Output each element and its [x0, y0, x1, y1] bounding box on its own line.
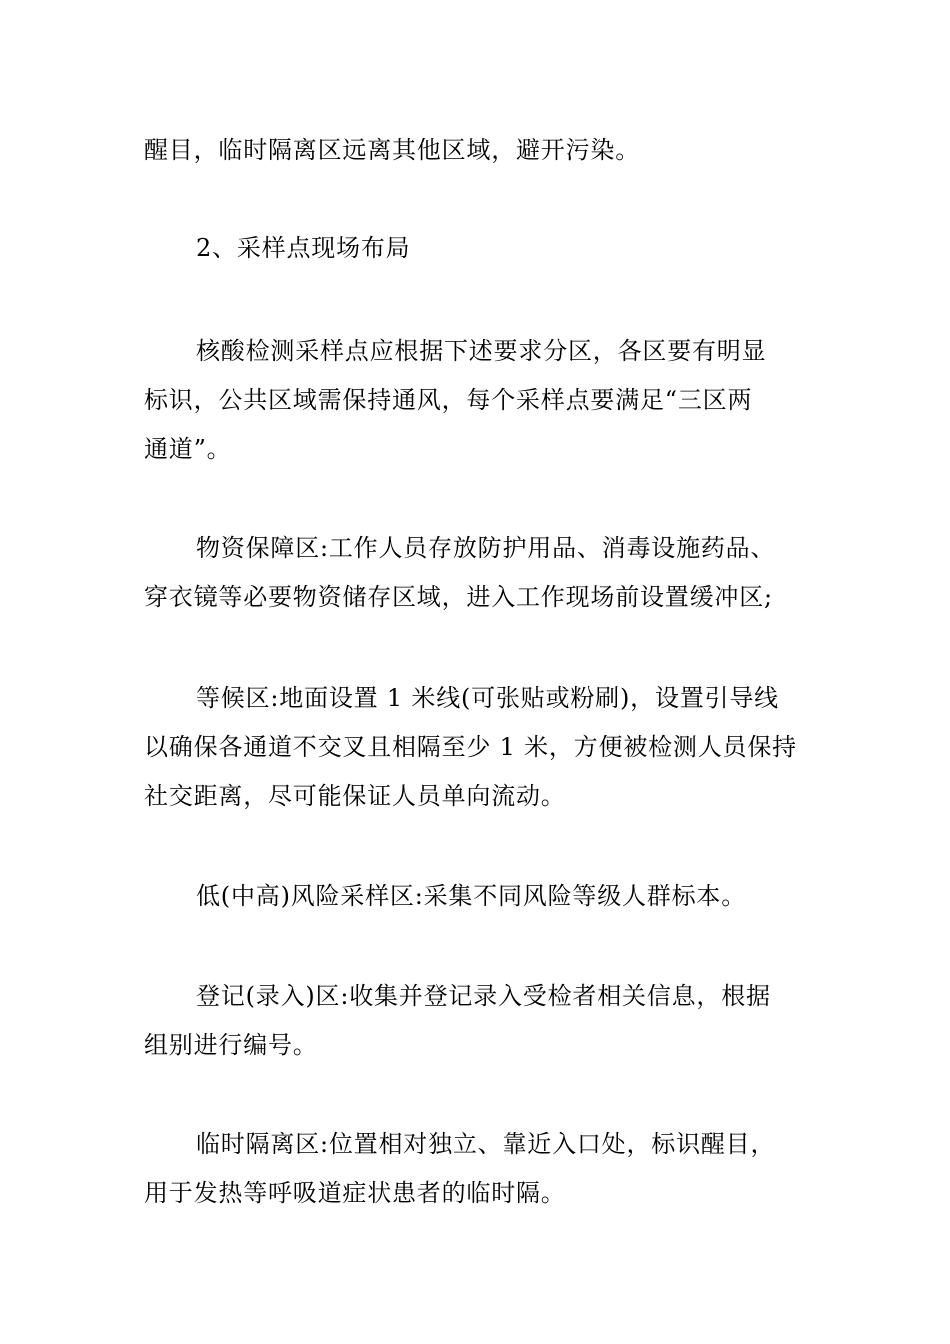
paragraph-3-line-2: 标识，公共区域需保持通风，每个采样点要满足“三区两 — [144, 386, 753, 414]
paragraph-1-line-1: 醒目，临时隔离区远离其他区域，避开污染。 — [144, 136, 640, 164]
paragraph-5-line-3: 社交距离，尽可能保证人员单向流动。 — [144, 782, 566, 810]
paragraph-8-line-1: 临时隔离区:位置相对独立、靠近入口处，标识醒目， — [196, 1130, 776, 1158]
paragraph-5-line-2: 以确保各通道不交叉且相隔至少 1 米，方便被检测人员保持 — [144, 733, 797, 761]
paragraph-3-line-1: 核酸检测采样点应根据下述要求分区，各区要有明显 — [196, 337, 767, 365]
paragraph-7-line-1: 登记(录入)区:收集并登记录入受检者相关信息，根据 — [196, 982, 771, 1010]
paragraph-6-line-1: 低(中高)风险采样区:采集不同风险等级人群标本。 — [196, 882, 747, 910]
section-heading: 2、采样点现场布局 — [196, 234, 411, 262]
paragraph-3-line-3: 通道”。 — [144, 435, 232, 463]
paragraph-4-line-1: 物资保障区:工作人员存放防护用品、消毒设施药品、 — [196, 534, 776, 562]
paragraph-8-line-2: 用于发热等呼吸道症状患者的临时隔。 — [144, 1179, 566, 1207]
paragraph-7-line-2: 组别进行编号。 — [144, 1031, 318, 1059]
paragraph-5-line-1: 等候区:地面设置 1 米线(可张贴或粉刷)，设置引导线 — [196, 684, 779, 712]
paragraph-4-line-2: 穿衣镜等必要物资储存区域，进入工作现场前设置缓冲区; — [144, 583, 773, 611]
